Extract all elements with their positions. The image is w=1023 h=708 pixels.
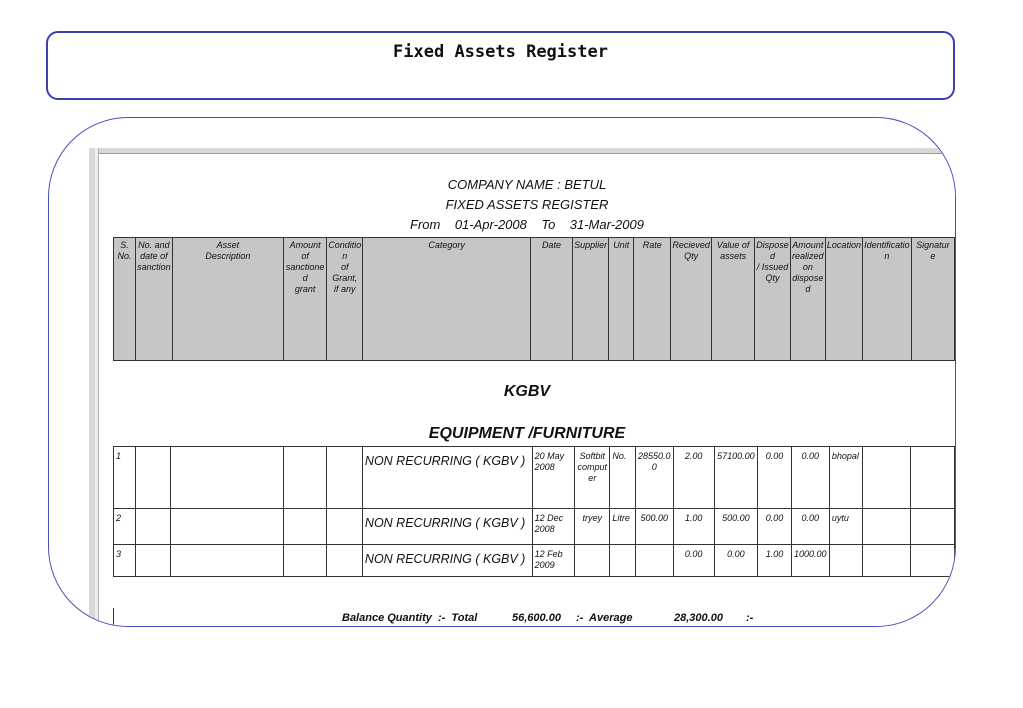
cell-date: 12 Feb 2009 bbox=[532, 545, 575, 577]
cell-supplier bbox=[575, 545, 610, 577]
cell-sno: 3 bbox=[114, 545, 136, 577]
column-header-row bbox=[114, 238, 955, 361]
cell-description bbox=[170, 509, 283, 545]
cell-description bbox=[170, 545, 283, 577]
cell-category: NON RECURRING ( KGBV ) bbox=[362, 545, 532, 577]
cell-condition bbox=[327, 545, 363, 577]
col-header: Dispose d / Issued Qty bbox=[755, 238, 791, 361]
report-content bbox=[99, 153, 955, 626]
col-header: No. and date of sanction bbox=[136, 238, 173, 361]
cell-disposed: 0.00 bbox=[758, 447, 792, 509]
cell-qty: 1.00 bbox=[673, 509, 714, 545]
cell-condition bbox=[327, 447, 363, 509]
cell-description bbox=[170, 447, 283, 509]
cell-realized: 1000.00 bbox=[791, 545, 829, 577]
cell-unit bbox=[610, 545, 635, 577]
cell-location bbox=[829, 545, 863, 577]
document-frame bbox=[48, 117, 956, 627]
cell-location: bhopal bbox=[829, 447, 863, 509]
cell-disposed: 1.00 bbox=[758, 545, 792, 577]
cell-identification bbox=[863, 545, 911, 577]
cell-identification bbox=[863, 447, 911, 509]
cell-sanction bbox=[136, 509, 171, 545]
cell-supplier: Softbit comput er bbox=[575, 447, 610, 509]
from-date: 01-Apr-2008 bbox=[454, 217, 527, 232]
cell-signature bbox=[911, 509, 955, 545]
col-header: Supplier bbox=[573, 238, 609, 361]
balance-row bbox=[113, 608, 956, 627]
to-label: To bbox=[541, 217, 556, 232]
register-name: FIXED ASSETS REGISTER bbox=[445, 197, 609, 212]
col-header: Recieved Qty bbox=[671, 238, 712, 361]
to-date: 31-Mar-2009 bbox=[569, 217, 644, 232]
cell-value: 0.00 bbox=[714, 545, 758, 577]
cell-value: 57100.00 bbox=[714, 447, 758, 509]
table-row bbox=[114, 447, 955, 509]
balance-end: :- bbox=[746, 612, 754, 624]
col-header: Unit bbox=[609, 238, 634, 361]
cell-realized: 0.00 bbox=[791, 447, 829, 509]
cell-date: 12 Dec 2008 bbox=[532, 509, 575, 545]
cell-unit: Litre bbox=[610, 509, 635, 545]
from-label: From bbox=[410, 217, 441, 232]
company-name: COMPANY NAME : BETUL bbox=[447, 177, 607, 192]
cell-rate bbox=[635, 545, 673, 577]
title-banner bbox=[46, 31, 955, 100]
cell-date: 20 May 2008 bbox=[532, 447, 575, 509]
cell-identification bbox=[863, 509, 911, 545]
cell-qty: 2.00 bbox=[673, 447, 714, 509]
cell-value: 500.00 bbox=[714, 509, 758, 545]
cell-sno: 1 bbox=[114, 447, 136, 509]
cell-rate: 500.00 bbox=[635, 509, 673, 545]
col-header: Category bbox=[363, 238, 531, 361]
section-title: EQUIPMENT /FURNITURE bbox=[428, 425, 626, 442]
col-header: Location bbox=[825, 238, 862, 361]
cell-amount bbox=[283, 545, 327, 577]
cell-amount bbox=[283, 509, 327, 545]
cell-unit: No. bbox=[610, 447, 635, 509]
cell-amount bbox=[283, 447, 327, 509]
cell-rate: 28550.0 0 bbox=[635, 447, 673, 509]
period-line bbox=[99, 217, 955, 232]
col-header: Signatur e bbox=[911, 238, 954, 361]
cell-category: NON RECURRING ( KGBV ) bbox=[362, 509, 532, 545]
cell-sanction bbox=[136, 545, 171, 577]
column-header-table bbox=[113, 237, 955, 361]
report-sheet bbox=[89, 148, 955, 626]
cell-realized: 0.00 bbox=[791, 509, 829, 545]
col-header: Identificatio n bbox=[863, 238, 912, 361]
col-header: Amount of sanctione d grant bbox=[284, 238, 327, 361]
average-label: :- Average bbox=[576, 612, 633, 624]
cell-qty: 0.00 bbox=[673, 545, 714, 577]
col-header: Amount realized on dispose d bbox=[790, 238, 825, 361]
cell-location: uytu bbox=[829, 509, 863, 545]
group-title: KGBV bbox=[503, 383, 551, 400]
table-row bbox=[114, 509, 955, 545]
asset-table bbox=[113, 446, 955, 577]
col-header: Value of assets bbox=[712, 238, 755, 361]
cell-supplier: tryey bbox=[575, 509, 610, 545]
cell-signature bbox=[911, 447, 955, 509]
col-header: S. No. bbox=[114, 238, 136, 361]
cell-sno: 2 bbox=[114, 509, 136, 545]
balance-label: Balance Quantity :- Total bbox=[342, 612, 478, 624]
table-row bbox=[114, 545, 955, 577]
col-header: Conditio n of Grant, if any bbox=[327, 238, 363, 361]
col-header: Asset Description bbox=[172, 238, 283, 361]
cell-condition bbox=[327, 509, 363, 545]
balance-average: 28,300.00 bbox=[674, 612, 723, 624]
cell-signature bbox=[911, 545, 955, 577]
cell-category: NON RECURRING ( KGBV ) bbox=[362, 447, 532, 509]
balance-total: 56,600.00 bbox=[512, 612, 561, 624]
col-header: Date bbox=[530, 238, 572, 361]
page-title: Fixed Assets Register bbox=[393, 42, 608, 62]
col-header: Rate bbox=[634, 238, 671, 361]
cell-sanction bbox=[136, 447, 171, 509]
cell-disposed: 0.00 bbox=[758, 509, 792, 545]
